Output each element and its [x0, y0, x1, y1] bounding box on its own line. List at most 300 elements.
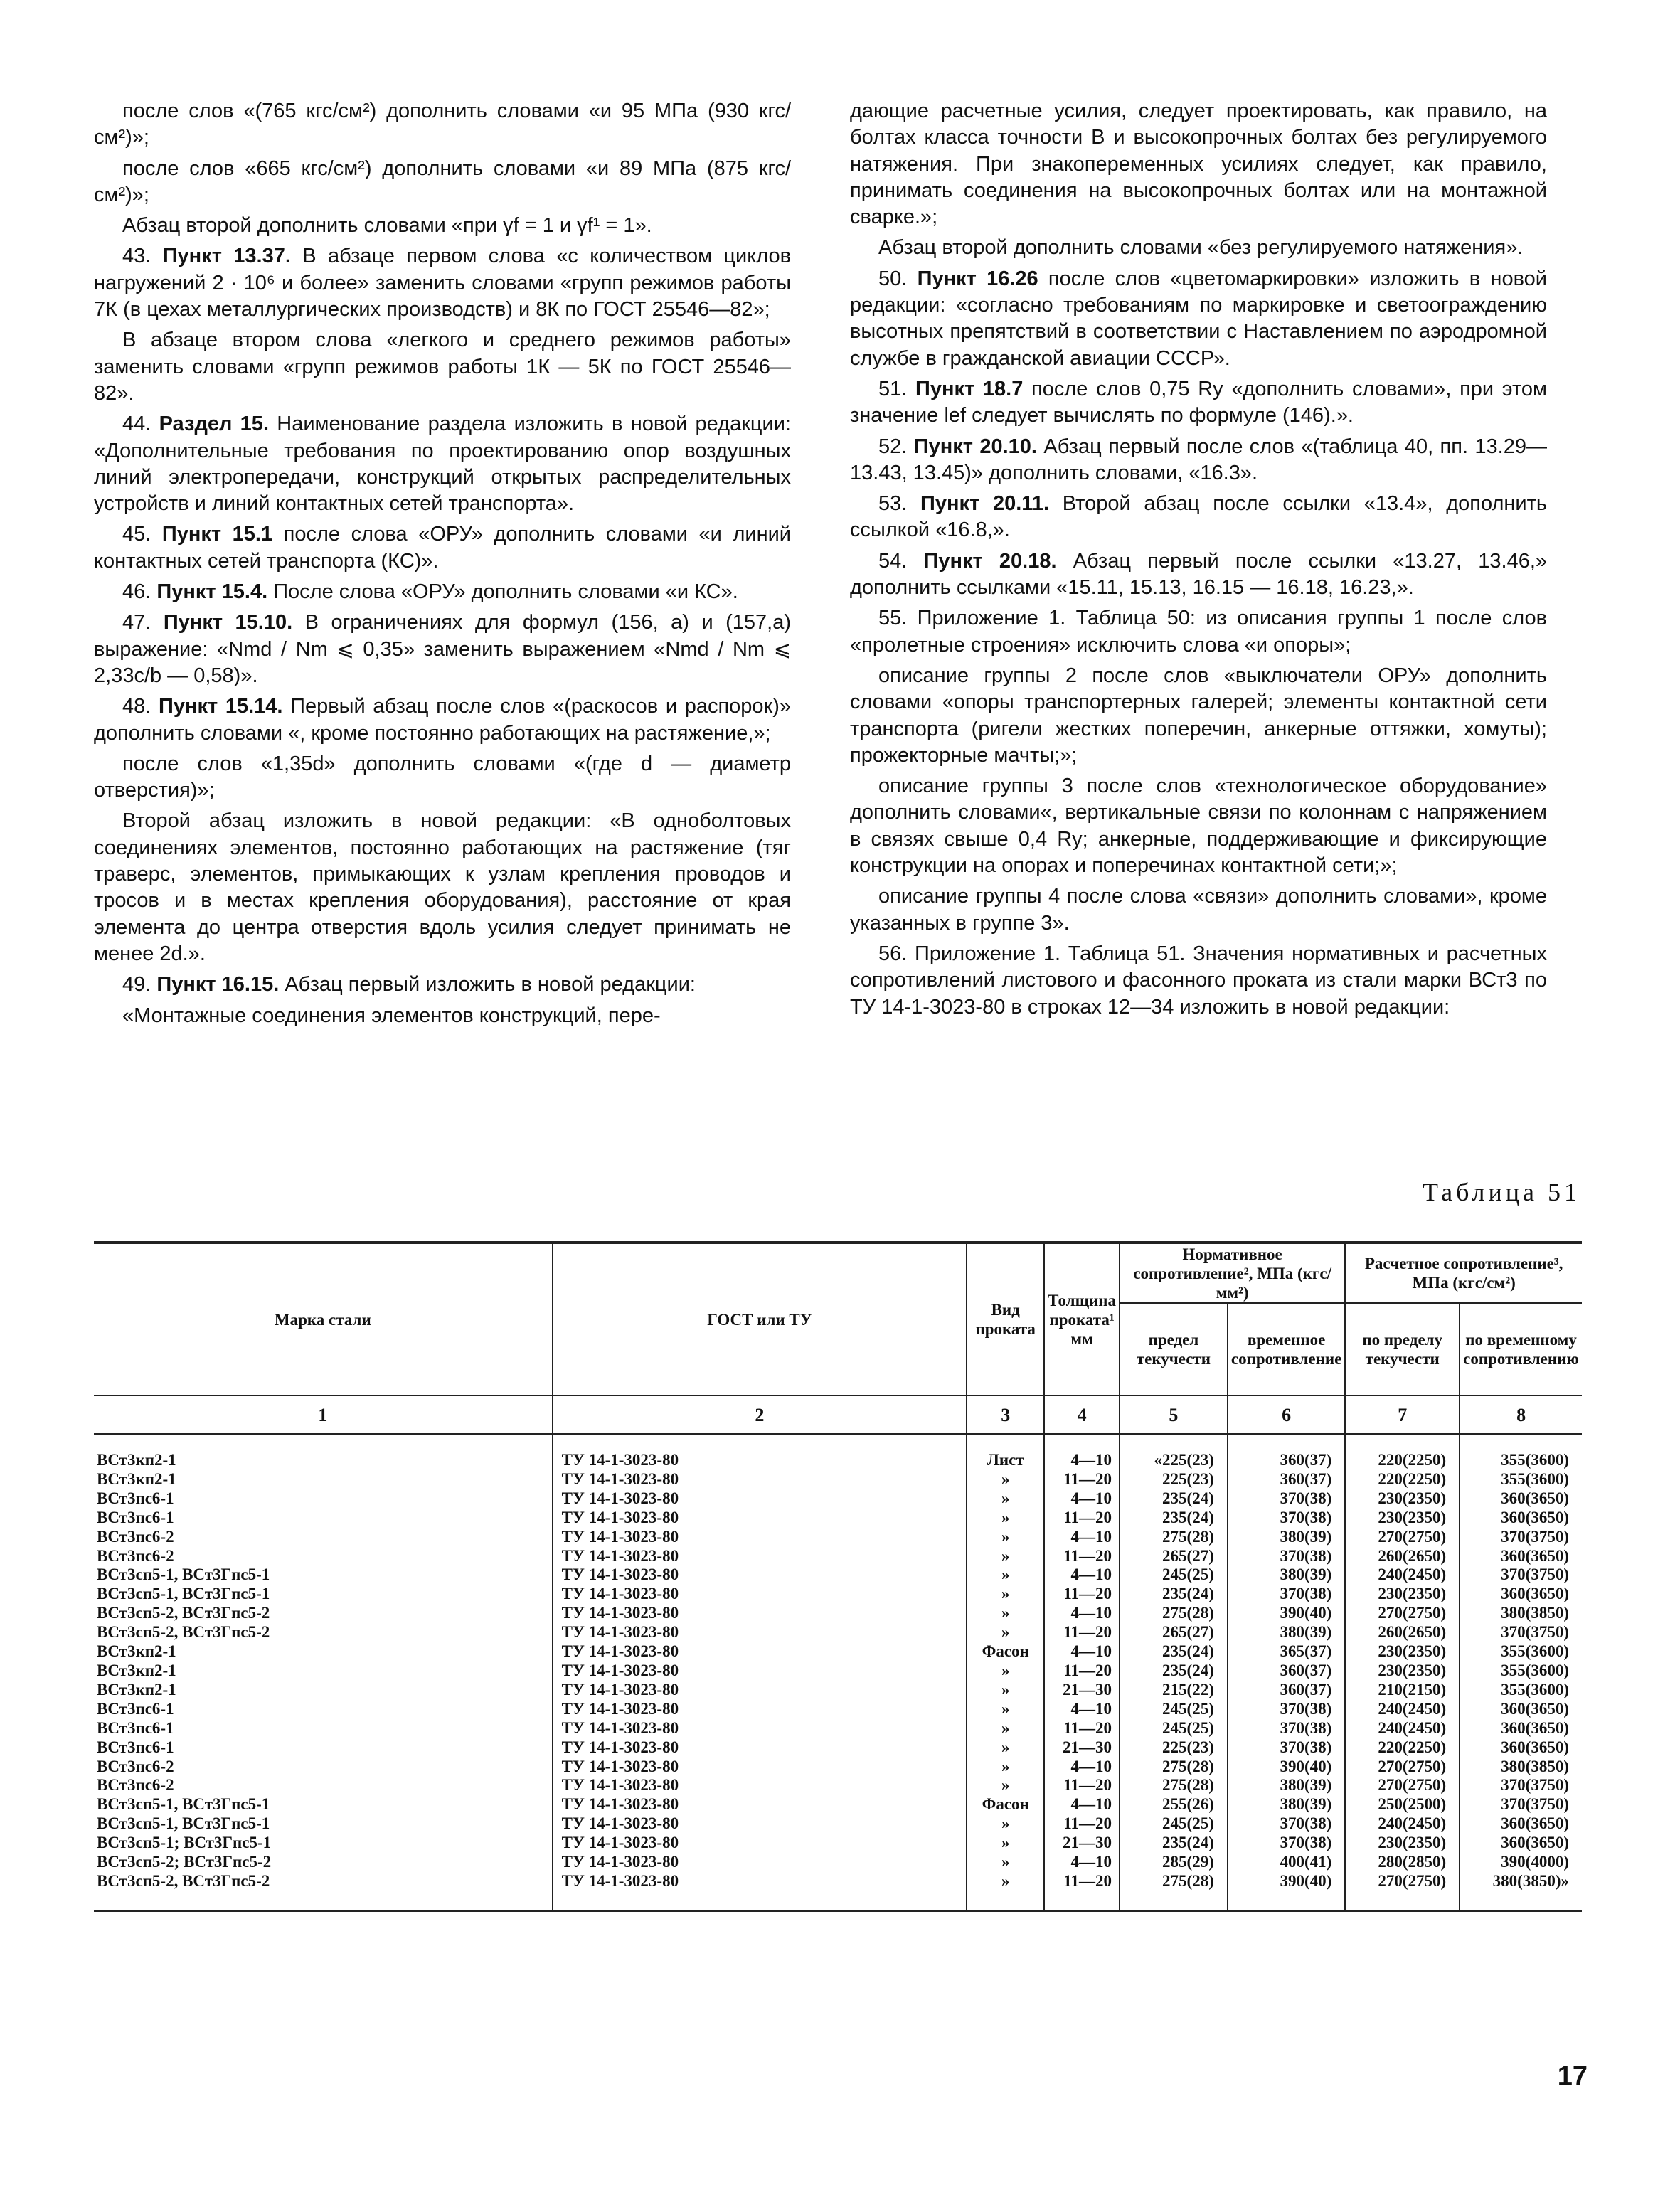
- cell-steel-grade: ВСт3сп5-1, ВСт3Гпс5-1: [94, 1585, 553, 1604]
- cell-thickness: 11—20: [1044, 1470, 1120, 1489]
- cell-design-tensile: 370(3750): [1460, 1565, 1582, 1585]
- item-reference: Пункт 15.1: [161, 523, 273, 546]
- paragraph-text: Абзац первый изложить в новой редакции:: [279, 973, 696, 996]
- paragraph-text: Первый абзац после слов «(раскосов и распорок)» дополнить словами «, кроме постоянно работающих на растяжение,»;: [94, 695, 792, 745]
- item-reference: Раздел 15.: [159, 413, 269, 436]
- item-reference: Пункт 20.18.: [923, 549, 1057, 573]
- cell-design-yield: 270(2750): [1345, 1776, 1460, 1795]
- cell-thickness: 21—30: [1044, 1738, 1120, 1758]
- cell-normative-tensile: 370(38): [1228, 1700, 1345, 1719]
- cell-rolled-type: »: [967, 1604, 1044, 1623]
- cell-rolled-type: »: [967, 1834, 1044, 1853]
- cell-rolled-type: Фасон: [967, 1795, 1044, 1814]
- cell-design-yield: 220(2250): [1345, 1738, 1460, 1758]
- cell-gost: ТУ 14-1-3023-80: [553, 1528, 967, 1547]
- cell-normative-tensile: 370(38): [1228, 1547, 1345, 1566]
- cell-design-yield: 250(2500): [1345, 1795, 1460, 1814]
- paragraph: [94, 808, 791, 967]
- paragraph-text: В абзаце первом слова «с количеством циклов нагружений 2 · 10⁶ и более» заменить словами «групп режимов работы 7К (в цехах металлургических производств) и 8К по ГОСТ 25546—82»;: [94, 245, 792, 321]
- column-number: 3: [967, 1395, 1044, 1435]
- cell-steel-grade: ВСт3пс6-1: [94, 1489, 553, 1509]
- paragraph: [94, 213, 791, 239]
- item-reference: Пункт 20.10.: [913, 435, 1037, 458]
- cell-gost: ТУ 14-1-3023-80: [553, 1604, 967, 1623]
- cell-normative-yield: 225(23): [1120, 1738, 1228, 1758]
- cell-design-tensile: 355(3600): [1460, 1642, 1582, 1662]
- cell-steel-grade: ВСт3кп2-1: [94, 1642, 553, 1662]
- table-row: [94, 1814, 1582, 1834]
- cell-normative-yield: 235(24): [1120, 1834, 1228, 1853]
- paragraph-text: Абзац первый после ссылки «13.27, 13.46,» дополнить ссылками «15.11, 15.13, 16.15 — 16.18, 16.23,».: [850, 549, 1548, 600]
- paragraph: [850, 941, 1547, 1021]
- table-row: [94, 1547, 1582, 1566]
- cell-normative-tensile: 380(39): [1228, 1776, 1345, 1795]
- paragraph-number: 44.: [122, 413, 159, 436]
- cell-steel-grade: ВСт3пс6-2: [94, 1528, 553, 1547]
- paragraph: [94, 98, 791, 151]
- cell-rolled-type: »: [967, 1719, 1044, 1738]
- item-reference: Пункт 16.15.: [156, 973, 280, 996]
- paragraph: [850, 376, 1547, 430]
- cell-steel-grade: ВСт3пс6-1: [94, 1719, 553, 1738]
- cell-gost: ТУ 14-1-3023-80: [553, 1719, 967, 1738]
- paragraph-text: 56. Приложение 1. Таблица 51. Значения нормативных и расчетных сопротивлений листового и фасонного проката из стали марки ВСт3 по ТУ 14-1-3023-80 в строках 12—34 изложить в новой редакции:: [850, 942, 1547, 1019]
- header-normative-resistance: Нормативное сопротивление², МПа (кгс/мм²): [1120, 1243, 1345, 1303]
- cell-gost: ТУ 14-1-3023-80: [553, 1814, 967, 1834]
- cell-design-tensile: 355(3600): [1460, 1470, 1582, 1489]
- paragraph: [94, 1003, 791, 1029]
- cell-normative-tensile: 360(37): [1228, 1451, 1345, 1470]
- column-number: 8: [1460, 1395, 1582, 1435]
- item-reference: Пункт 18.7: [915, 377, 1024, 400]
- cell-design-tensile: 360(3650): [1460, 1585, 1582, 1604]
- paragraph: [94, 521, 791, 575]
- cell-design-tensile: 355(3600): [1460, 1681, 1582, 1700]
- paragraph-text: после слова «ОРУ» дополнить словами «и линий контактных сетей транспорта (КС)».: [94, 523, 791, 573]
- cell-design-yield: 230(2350): [1345, 1662, 1460, 1681]
- cell-normative-yield: 255(26): [1120, 1795, 1228, 1814]
- cell-normative-tensile: 370(38): [1228, 1814, 1345, 1834]
- steel-resistance-table: [94, 1241, 1582, 1912]
- cell-rolled-type: »: [967, 1853, 1044, 1872]
- paragraph: [94, 693, 791, 747]
- cell-normative-yield: 245(25): [1120, 1565, 1228, 1585]
- paragraph: [94, 579, 791, 605]
- paragraph-text: описание группы 2 после слов «выключатели ОРУ» дополнить словами «опоры транспортерных галерей; элементы контактной сети транспорта (ригели жестких поперечин, анкерные оттяжки, хомуты); прожекторные мачты;»;: [850, 664, 1547, 767]
- paragraph-text: после слов 0,75 Ry «дополнить словами», при этом значение lef следует вычислять по формуле (146).».: [850, 377, 1547, 427]
- table-row: [94, 1604, 1582, 1623]
- cell-steel-grade: ВСт3пс6-1: [94, 1738, 553, 1758]
- cell-steel-grade: ВСт3сп5-1, ВСт3Гпс5-1: [94, 1565, 553, 1585]
- cell-rolled-type: »: [967, 1776, 1044, 1795]
- item-reference: Пункт 13.37.: [162, 245, 291, 268]
- cell-normative-tensile: 370(38): [1228, 1509, 1345, 1528]
- cell-normative-tensile: 370(38): [1228, 1585, 1345, 1604]
- paragraph: [850, 491, 1547, 544]
- cell-design-tensile: 355(3600): [1460, 1451, 1582, 1470]
- page-number: 17: [1557, 2061, 1588, 2091]
- cell-design-yield: 230(2350): [1345, 1585, 1460, 1604]
- paragraph-text: После слова «ОРУ» дополнить словами «и КС».: [267, 580, 738, 604]
- cell-gost: ТУ 14-1-3023-80: [553, 1834, 967, 1853]
- cell-gost: ТУ 14-1-3023-80: [553, 1623, 967, 1642]
- paragraph: [850, 434, 1547, 487]
- table-row: [94, 1528, 1582, 1547]
- table-row: [94, 1776, 1582, 1795]
- header-normative-tensile: временное сопротивление: [1228, 1303, 1345, 1395]
- cell-design-tensile: 380(3850): [1460, 1758, 1582, 1777]
- paragraph-number: 49.: [122, 973, 157, 996]
- cell-steel-grade: ВСт3сп5-2; ВСт3Гпс5-2: [94, 1853, 553, 1872]
- paragraph-number: 52.: [878, 435, 914, 458]
- cell-design-tensile: 380(3850)»: [1460, 1872, 1582, 1891]
- cell-gost: ТУ 14-1-3023-80: [553, 1565, 967, 1585]
- column-number: 1: [94, 1395, 553, 1435]
- cell-normative-tensile: 380(39): [1228, 1795, 1345, 1814]
- cell-rolled-type: »: [967, 1700, 1044, 1719]
- cell-steel-grade: ВСт3пс6-1: [94, 1509, 553, 1528]
- cell-rolled-type: »: [967, 1738, 1044, 1758]
- cell-thickness: 4—10: [1044, 1489, 1120, 1509]
- table-row: [94, 1451, 1582, 1470]
- cell-design-yield: 260(2650): [1345, 1623, 1460, 1642]
- paragraph: [94, 243, 791, 323]
- cell-design-tensile: 370(3750): [1460, 1776, 1582, 1795]
- paragraph: [94, 610, 791, 689]
- paragraph-text: Абзац второй дополнить словами «без регулируемого натяжения».: [878, 236, 1524, 260]
- item-reference: Пункт 15.10.: [163, 611, 293, 634]
- paragraph-text: В абзаце втором слова «легкого и среднего режимов работы» заменить словами «групп режимов работы 1К — 5К по ГОСТ 25546—82».: [94, 329, 791, 405]
- cell-design-tensile: 355(3600): [1460, 1662, 1582, 1681]
- paragraph: [94, 751, 791, 804]
- paragraph: [94, 972, 791, 998]
- column-number: 2: [553, 1395, 967, 1435]
- cell-steel-grade: ВСт3кп2-1: [94, 1662, 553, 1681]
- table-row: [94, 1489, 1582, 1509]
- paragraph: [850, 548, 1547, 602]
- cell-normative-tensile: 360(37): [1228, 1470, 1345, 1489]
- cell-steel-grade: ВСт3сп5-2, ВСт3Гпс5-2: [94, 1872, 553, 1891]
- cell-design-yield: 240(2450): [1345, 1565, 1460, 1585]
- cell-normative-tensile: 390(40): [1228, 1872, 1345, 1891]
- paragraph-text: описание группы 4 после слова «связи» дополнить словами», кроме указанных в группе 3».: [850, 885, 1547, 935]
- cell-rolled-type: »: [967, 1872, 1044, 1891]
- cell-design-yield: 230(2350): [1345, 1642, 1460, 1662]
- cell-thickness: 11—20: [1044, 1872, 1120, 1891]
- cell-normative-tensile: 370(38): [1228, 1738, 1345, 1758]
- paragraph-number: 47.: [122, 611, 164, 634]
- cell-thickness: 11—20: [1044, 1814, 1120, 1834]
- cell-thickness: 11—20: [1044, 1662, 1120, 1681]
- cell-thickness: 4—10: [1044, 1451, 1120, 1470]
- column-number: 6: [1228, 1395, 1345, 1435]
- cell-design-tensile: 360(3650): [1460, 1509, 1582, 1528]
- header-design-tensile: по временному сопротивлению: [1460, 1303, 1582, 1395]
- cell-gost: ТУ 14-1-3023-80: [553, 1585, 967, 1604]
- cell-steel-grade: ВСт3пс6-1: [94, 1700, 553, 1719]
- cell-gost: ТУ 14-1-3023-80: [553, 1642, 967, 1662]
- cell-design-tensile: 360(3650): [1460, 1738, 1582, 1758]
- cell-normative-yield: 235(24): [1120, 1489, 1228, 1509]
- cell-normative-tensile: 390(40): [1228, 1758, 1345, 1777]
- cell-thickness: 11—20: [1044, 1623, 1120, 1642]
- item-reference: Пункт 16.26: [917, 267, 1038, 290]
- header-design-resistance: Расчетное сопротивление³, МПа (кгс/см²): [1345, 1243, 1582, 1303]
- cell-thickness: 4—10: [1044, 1853, 1120, 1872]
- cell-normative-yield: 225(23): [1120, 1470, 1228, 1489]
- cell-gost: ТУ 14-1-3023-80: [553, 1795, 967, 1814]
- cell-steel-grade: ВСт3сп5-1, ВСт3Гпс5-1: [94, 1795, 553, 1814]
- table-row: [94, 1700, 1582, 1719]
- cell-rolled-type: »: [967, 1528, 1044, 1547]
- cell-design-tensile: 370(3750): [1460, 1795, 1582, 1814]
- cell-design-tensile: 380(3850): [1460, 1604, 1582, 1623]
- table-row: [94, 1681, 1582, 1700]
- cell-design-yield: 270(2750): [1345, 1758, 1460, 1777]
- paragraph-number: 46.: [122, 580, 157, 604]
- cell-gost: ТУ 14-1-3023-80: [553, 1470, 967, 1489]
- header-thickness: Толщина проката¹ мм: [1044, 1243, 1120, 1395]
- column-number: 4: [1044, 1395, 1120, 1435]
- cell-normative-yield: 215(22): [1120, 1681, 1228, 1700]
- cell-rolled-type: »: [967, 1509, 1044, 1528]
- cell-normative-yield: «225(23): [1120, 1451, 1228, 1470]
- cell-normative-yield: 275(28): [1120, 1528, 1228, 1547]
- table-caption: Таблица 51: [1423, 1178, 1580, 1206]
- cell-design-tensile: 390(4000): [1460, 1853, 1582, 1872]
- header-design-yield: по пределу текучести: [1345, 1303, 1460, 1395]
- paragraph-text: после слов «665 кгс/см²) дополнить словами «и 89 МПа (875 кгс/см²)»;: [94, 156, 791, 206]
- cell-thickness: 4—10: [1044, 1565, 1120, 1585]
- cell-design-tensile: 360(3650): [1460, 1719, 1582, 1738]
- cell-steel-grade: ВСт3сп5-1; ВСт3Гпс5-1: [94, 1834, 553, 1853]
- paragraph-number: 45.: [122, 523, 162, 546]
- cell-design-yield: 230(2350): [1345, 1834, 1460, 1853]
- cell-normative-yield: 285(29): [1120, 1853, 1228, 1872]
- table-row: [94, 1623, 1582, 1642]
- cell-normative-yield: 265(27): [1120, 1623, 1228, 1642]
- cell-design-tensile: 360(3650): [1460, 1700, 1582, 1719]
- paragraph-text: дающие расчетные усилия, следует проектировать, как правило, на болтах класса точности В и высокопрочных болтах без регулируемого натяжения. При знакопеременных усилиях следует, как правило, принимать соединения на высокопрочных болтах или на монтажной сварке.»;: [850, 100, 1547, 229]
- cell-steel-grade: ВСт3кп2-1: [94, 1681, 553, 1700]
- item-reference: Пункт 20.11.: [920, 492, 1050, 516]
- cell-normative-yield: 235(24): [1120, 1662, 1228, 1681]
- cell-normative-yield: 235(24): [1120, 1642, 1228, 1662]
- table-row: [94, 1585, 1582, 1604]
- cell-design-tensile: 370(3750): [1460, 1528, 1582, 1547]
- cell-rolled-type: »: [967, 1662, 1044, 1681]
- cell-normative-yield: 245(25): [1120, 1719, 1228, 1738]
- cell-design-yield: 210(2150): [1345, 1681, 1460, 1700]
- paragraph-text: «Монтажные соединения элементов конструкций, пере-: [122, 1004, 661, 1027]
- cell-design-yield: 270(2750): [1345, 1528, 1460, 1547]
- header-gost: ГОСТ или ТУ: [553, 1243, 967, 1395]
- cell-rolled-type: »: [967, 1470, 1044, 1489]
- cell-normative-tensile: 360(37): [1228, 1681, 1345, 1700]
- cell-design-tensile: 360(3650): [1460, 1834, 1582, 1853]
- table-row: [94, 1758, 1582, 1777]
- left-text-column: [94, 98, 791, 1033]
- cell-design-yield: 240(2450): [1345, 1814, 1460, 1834]
- cell-thickness: 4—10: [1044, 1528, 1120, 1547]
- cell-rolled-type: »: [967, 1585, 1044, 1604]
- paragraph: [850, 663, 1547, 769]
- paragraph: [850, 98, 1547, 230]
- paragraph-text: В ограничениях для формул (156, а) и (157,а) выражение: «Nmd / Nm ⩽ 0,35» заменить выражением «Nmd / Nm ⩽ 2,33c/b — 0,58)».: [94, 611, 792, 687]
- cell-design-yield: 240(2450): [1345, 1700, 1460, 1719]
- cell-steel-grade: ВСт3сп5-2, ВСт3Гпс5-2: [94, 1623, 553, 1642]
- cell-design-yield: 220(2250): [1345, 1451, 1460, 1470]
- cell-gost: ТУ 14-1-3023-80: [553, 1738, 967, 1758]
- cell-gost: ТУ 14-1-3023-80: [553, 1681, 967, 1700]
- item-reference: Пункт 15.4.: [156, 580, 268, 604]
- cell-normative-tensile: 370(38): [1228, 1489, 1345, 1509]
- cell-normative-tensile: 365(37): [1228, 1642, 1345, 1662]
- cell-gost: ТУ 14-1-3023-80: [553, 1758, 967, 1777]
- cell-gost: ТУ 14-1-3023-80: [553, 1489, 967, 1509]
- cell-rolled-type: »: [967, 1547, 1044, 1566]
- paragraph-text: после слов «(765 кгс/см²) дополнить словами «и 95 МПа (930 кгс/см²)»;: [94, 100, 791, 149]
- paragraph-text: Абзац второй дополнить словами «при γf = 1 и γf¹ = 1».: [122, 214, 652, 238]
- cell-rolled-type: »: [967, 1814, 1044, 1834]
- paragraph-number: 54.: [878, 549, 924, 573]
- paragraph-text: Второй абзац изложить в новой редакции: «В одноболтовых соединениях элементов, постоянно работающих на растяжение (тяг траверс, элементов, примыкающих к узлам крепления проводов и тросов и в местах крепления оборудования), расстояние от края элемента до центра отверстия вдоль усилия следует принимать не менее 2d.».: [94, 809, 791, 965]
- cell-design-tensile: 360(3650): [1460, 1547, 1582, 1566]
- paragraph: [94, 156, 791, 209]
- spacer-row: [94, 1891, 1582, 1911]
- cell-design-yield: 240(2450): [1345, 1719, 1460, 1738]
- table-row: [94, 1795, 1582, 1814]
- cell-normative-tensile: 370(38): [1228, 1834, 1345, 1853]
- cell-gost: ТУ 14-1-3023-80: [553, 1509, 967, 1528]
- cell-design-yield: 280(2850): [1345, 1853, 1460, 1872]
- cell-normative-yield: 245(25): [1120, 1814, 1228, 1834]
- cell-thickness: 11—20: [1044, 1719, 1120, 1738]
- paragraph-text: Абзац первый после слов «(таблица 40, пп. 13.29—13.43, 13.45)» дополнить словами, «16.3».: [850, 435, 1547, 484]
- cell-steel-grade: ВСт3сп5-2, ВСт3Гпс5-2: [94, 1604, 553, 1623]
- cell-normative-yield: 275(28): [1120, 1776, 1228, 1795]
- paragraph: [850, 605, 1547, 659]
- cell-normative-tensile: 380(39): [1228, 1528, 1345, 1547]
- paragraph-number: 53.: [878, 492, 921, 516]
- cell-gost: ТУ 14-1-3023-80: [553, 1700, 967, 1719]
- spacer-row: [94, 1435, 1582, 1452]
- cell-design-yield: 230(2350): [1345, 1509, 1460, 1528]
- paragraph: [94, 411, 791, 517]
- cell-normative-tensile: 390(40): [1228, 1604, 1345, 1623]
- paragraph-text: Второй абзац после ссылки «13.4», дополнить ссылкой «16.8,».: [850, 492, 1547, 542]
- cell-normative-tensile: 370(38): [1228, 1719, 1345, 1738]
- table-row: [94, 1853, 1582, 1872]
- paragraph: [850, 235, 1547, 261]
- paragraph-number: 51.: [878, 377, 916, 400]
- cell-rolled-type: Лист: [967, 1451, 1044, 1470]
- cell-gost: ТУ 14-1-3023-80: [553, 1451, 967, 1470]
- cell-design-tensile: 370(3750): [1460, 1623, 1582, 1642]
- cell-rolled-type: »: [967, 1681, 1044, 1700]
- cell-rolled-type: »: [967, 1489, 1044, 1509]
- cell-thickness: 11—20: [1044, 1547, 1120, 1566]
- table-row: [94, 1662, 1582, 1681]
- column-number-row: [94, 1395, 1582, 1435]
- cell-thickness: 21—30: [1044, 1834, 1120, 1853]
- cell-design-yield: 270(2750): [1345, 1604, 1460, 1623]
- header-rolled-type: Вид проката: [967, 1243, 1044, 1395]
- cell-normative-yield: 275(28): [1120, 1604, 1228, 1623]
- cell-thickness: 4—10: [1044, 1604, 1120, 1623]
- table-row: [94, 1509, 1582, 1528]
- cell-design-tensile: 360(3650): [1460, 1814, 1582, 1834]
- cell-rolled-type: »: [967, 1565, 1044, 1585]
- cell-design-yield: 220(2250): [1345, 1470, 1460, 1489]
- paragraph-number: 50.: [878, 267, 918, 290]
- cell-design-yield: 270(2750): [1345, 1872, 1460, 1891]
- table-row: [94, 1738, 1582, 1758]
- cell-normative-yield: 235(24): [1120, 1509, 1228, 1528]
- paragraph-text: описание группы 3 после слов «технологическое оборудование» дополнить словами«, вертикальные связи по колоннам с напряжением в связях свыше 0,4 Ry; анкерные, поддерживающие и фиксирующие конструкции на опорах и поперечинах контактной сети;»;: [850, 775, 1547, 878]
- table-row: [94, 1719, 1582, 1738]
- cell-normative-tensile: 380(39): [1228, 1565, 1345, 1585]
- cell-normative-tensile: 400(41): [1228, 1853, 1345, 1872]
- paragraph: [94, 327, 791, 407]
- header-steel-grade: Марка стали: [94, 1243, 553, 1395]
- cell-normative-tensile: 360(37): [1228, 1662, 1345, 1681]
- paragraph-number: 43.: [122, 245, 163, 268]
- table-row: [94, 1834, 1582, 1853]
- cell-thickness: 11—20: [1044, 1776, 1120, 1795]
- cell-steel-grade: ВСт3кп2-1: [94, 1451, 553, 1470]
- paragraph-text: после слов «1,35d» дополнить словами «(где d — диаметр отверстия)»;: [94, 752, 791, 802]
- paragraph-text: 55. Приложение 1. Таблица 50: из описания группы 1 после слов «пролетные строения» исключить слова «и опоры»;: [850, 607, 1547, 656]
- table-row: [94, 1872, 1582, 1891]
- cell-steel-grade: ВСт3пс6-2: [94, 1547, 553, 1566]
- cell-gost: ТУ 14-1-3023-80: [553, 1547, 967, 1566]
- paragraph-text: после слов «цветомаркировки» изложить в новой редакции: «согласно требованиям по маркировке и светоограждению высотных препятствий в соответствии с Наставлением по аэродромной службе в гражданской авиации СССР».: [850, 267, 1547, 370]
- cell-thickness: 4—10: [1044, 1700, 1120, 1719]
- cell-steel-grade: ВСт3кп2-1: [94, 1470, 553, 1489]
- cell-thickness: 4—10: [1044, 1758, 1120, 1777]
- cell-design-yield: 230(2350): [1345, 1489, 1460, 1509]
- cell-thickness: 11—20: [1044, 1509, 1120, 1528]
- cell-normative-tensile: 380(39): [1228, 1623, 1345, 1642]
- cell-thickness: 21—30: [1044, 1681, 1120, 1700]
- cell-design-tensile: 360(3650): [1460, 1489, 1582, 1509]
- cell-thickness: 4—10: [1044, 1795, 1120, 1814]
- paragraph: [850, 773, 1547, 879]
- cell-thickness: 11—20: [1044, 1585, 1120, 1604]
- table-row: [94, 1642, 1582, 1662]
- cell-normative-yield: 235(24): [1120, 1585, 1228, 1604]
- cell-normative-yield: 265(27): [1120, 1547, 1228, 1566]
- cell-gost: ТУ 14-1-3023-80: [553, 1853, 967, 1872]
- cell-gost: ТУ 14-1-3023-80: [553, 1662, 967, 1681]
- column-number: 5: [1120, 1395, 1228, 1435]
- cell-gost: ТУ 14-1-3023-80: [553, 1872, 967, 1891]
- right-text-column: [850, 98, 1547, 1025]
- paragraph-text: Наименование раздела изложить в новой редакции: «Дополнительные требования по проектированию опор воздушных линий электропередачи, конструкций открытых распределительных устройств и линий контактных сетей транспорта».: [94, 413, 791, 516]
- item-reference: Пункт 15.14.: [158, 695, 283, 718]
- table-row: [94, 1565, 1582, 1585]
- paragraph: [850, 266, 1547, 372]
- cell-normative-yield: 245(25): [1120, 1700, 1228, 1719]
- table-row: [94, 1470, 1582, 1489]
- paragraph-number: 48.: [122, 695, 159, 718]
- cell-steel-grade: ВСт3сп5-1, ВСт3Гпс5-1: [94, 1814, 553, 1834]
- column-number: 7: [1345, 1395, 1460, 1435]
- cell-design-yield: 260(2650): [1345, 1547, 1460, 1566]
- cell-normative-yield: 275(28): [1120, 1758, 1228, 1777]
- cell-gost: ТУ 14-1-3023-80: [553, 1776, 967, 1795]
